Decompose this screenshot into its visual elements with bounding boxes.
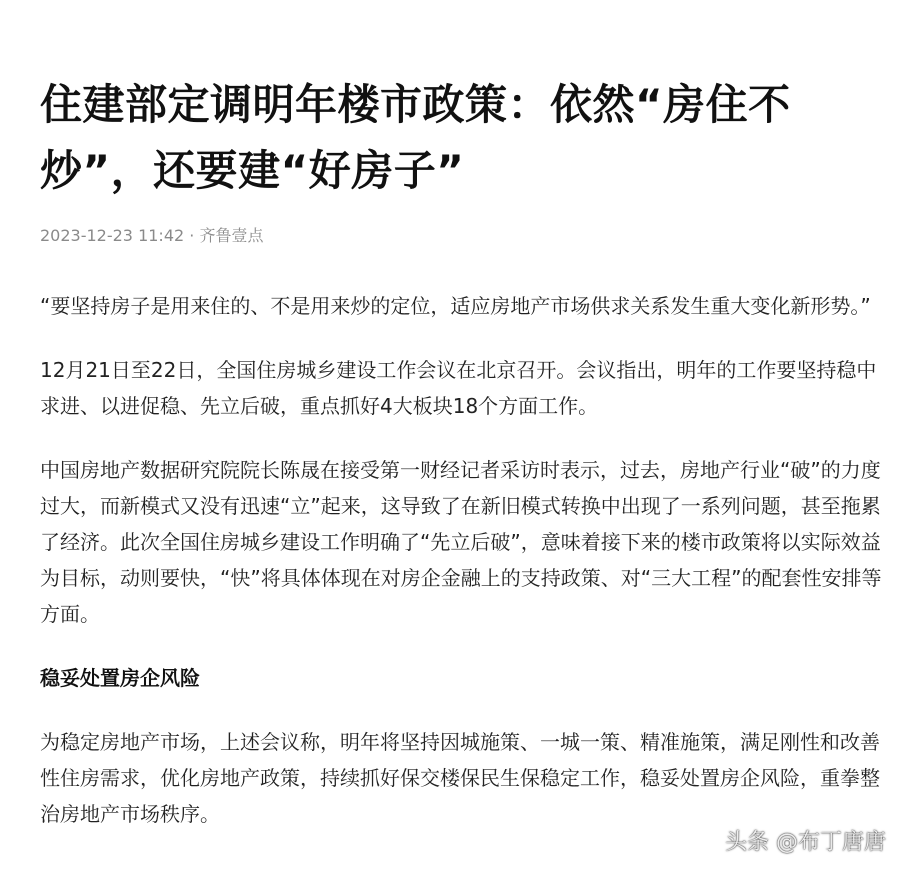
article <box>40 72 890 860</box>
paragraph-meeting: 12月21日至22日，全国住房城乡建设工作会议在北京召开。会议指出，明年的工作要坚持稳中求进、以进促稳、先立后破，重点抓好4大板块18个方面工作。 <box>40 358 877 418</box>
article-body <box>40 288 890 832</box>
watermark: 头条 @布丁唐唐 <box>725 830 886 855</box>
article-meta: 2023-12-23 11:42 · 齐鲁壹点 <box>40 226 264 245</box>
paragraph-expert: 中国房地产数据研究院院长陈晟在接受第一财经记者采访时表示，过去，房地产行业“破”的力度过大，而新模式又没有迅速“立”起来，这导致了在新旧模式转换中出现了一系列问题，甚至拖累了经济。此次全国住房城乡建设工作明确了“先立后破”，意味着接下来的楼市政策将以实际效益为目标，动则要快，“快”将具体体现在对房企金融上的支持政策、对“三大工程”的配套性安排等方面。 <box>40 458 882 626</box>
paragraph-policy: 为稳定房地产市场，上述会议称，明年将坚持因城施策、一城一策、精准施策，满足刚性和改善性住房需求，优化房地产政策，持续抓好保交楼保民生保稳定工作，稳妥处置房企风险，重拳整治房地产市场秩序。 <box>40 730 880 826</box>
paragraph-quote: “要坚持房子是用来住的、不是用来炒的定位，适应房地产市场供求关系发生重大变化新形势。” <box>40 294 871 318</box>
article-title: 住建部定调明年楼市政策：依然“房住不炒”，还要建“好房子” <box>40 80 791 195</box>
section-heading: 稳妥处置房企风险 <box>40 666 200 690</box>
